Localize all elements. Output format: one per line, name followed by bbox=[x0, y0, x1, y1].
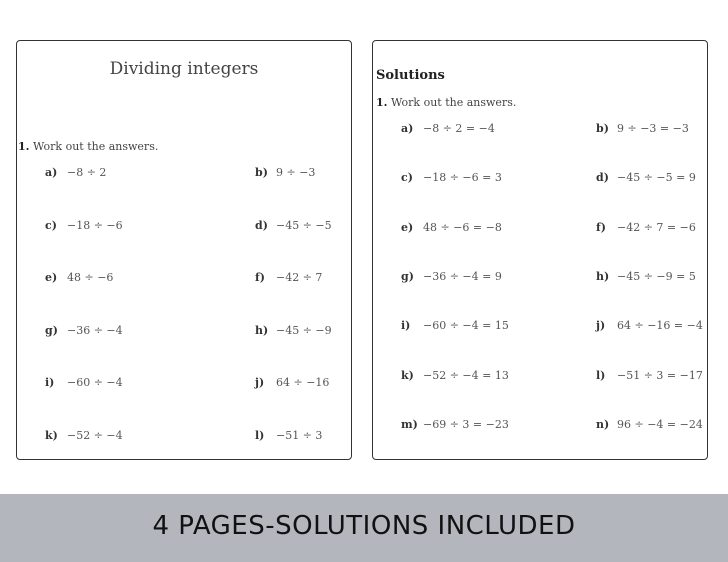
problem-expression: −52 ÷ −4 bbox=[67, 428, 123, 442]
problem-expression: 48 ÷ −6 bbox=[67, 271, 114, 284]
item-label: b) bbox=[255, 166, 268, 179]
item-label: i) bbox=[45, 376, 55, 389]
solution-expression: −45 ÷ −5 = 9 bbox=[617, 171, 696, 185]
problem-expression: −60 ÷ −4 bbox=[67, 376, 123, 389]
question-number: 1. bbox=[18, 140, 30, 153]
question-instruction bbox=[18, 141, 158, 152]
item-label: h) bbox=[596, 269, 610, 283]
problem-expression: −42 ÷ 7 bbox=[276, 271, 323, 284]
solution-expression: −45 ÷ −9 = 5 bbox=[617, 269, 696, 283]
banner-text: 4 PAGES-SOLUTIONS INCLUDED bbox=[152, 511, 576, 541]
item-label: c) bbox=[45, 218, 57, 232]
item-label: k) bbox=[401, 368, 414, 382]
item-label: e) bbox=[45, 271, 58, 284]
item-label: m) bbox=[401, 417, 418, 431]
item-label: f) bbox=[255, 271, 265, 284]
item-label: g) bbox=[401, 269, 414, 283]
solution-expression: −60 ÷ −4 = 15 bbox=[423, 319, 509, 333]
worksheet-page bbox=[16, 40, 352, 460]
item-label: k) bbox=[45, 428, 58, 442]
problem-expression: −51 ÷ 3 bbox=[276, 428, 323, 442]
item-label: j) bbox=[255, 376, 265, 389]
item-label: a) bbox=[401, 122, 414, 135]
solution-expression: −51 ÷ 3 = −17 bbox=[617, 368, 703, 382]
instruction-text: Work out the answers. bbox=[390, 96, 517, 109]
item-label: d) bbox=[596, 171, 609, 185]
solution-expression: 96 ÷ −4 = −24 bbox=[617, 417, 703, 431]
problem-expression: −8 ÷ 2 bbox=[67, 166, 107, 179]
item-label: j) bbox=[596, 319, 606, 333]
problem-expression: 64 ÷ −16 bbox=[276, 376, 330, 389]
problem-expression: −18 ÷ −6 bbox=[67, 218, 123, 232]
footer-banner bbox=[0, 494, 728, 562]
solution-expression: 64 ÷ −16 = −4 bbox=[617, 319, 703, 333]
solutions-title: Solutions bbox=[376, 68, 445, 83]
item-label: a) bbox=[45, 166, 58, 179]
item-label: b) bbox=[596, 122, 609, 135]
question-number: 1. bbox=[376, 96, 388, 109]
problem-expression: −45 ÷ −5 bbox=[276, 218, 332, 232]
problem-expression: 9 ÷ −3 bbox=[276, 166, 316, 179]
item-label: g) bbox=[45, 323, 58, 337]
solutions-page bbox=[372, 40, 708, 460]
problem-expression: −45 ÷ −9 bbox=[276, 323, 332, 337]
solution-expression: −52 ÷ −4 = 13 bbox=[423, 368, 509, 382]
question-instruction bbox=[376, 97, 516, 108]
item-label: f) bbox=[596, 220, 606, 234]
problem-expression: −36 ÷ −4 bbox=[67, 323, 123, 337]
solution-expression: −42 ÷ 7 = −6 bbox=[617, 220, 696, 234]
solution-expression: −69 ÷ 3 = −23 bbox=[423, 417, 509, 431]
solution-expression: −36 ÷ −4 = 9 bbox=[423, 269, 502, 283]
item-label: i) bbox=[401, 319, 411, 333]
instruction-text: Work out the answers. bbox=[32, 140, 159, 153]
item-label: l) bbox=[255, 428, 265, 442]
item-label: l) bbox=[596, 368, 606, 382]
solution-expression: 9 ÷ −3 = −3 bbox=[617, 122, 689, 135]
solution-expression: −18 ÷ −6 = 3 bbox=[423, 171, 502, 185]
item-label: n) bbox=[596, 417, 610, 431]
solution-expression: 48 ÷ −6 = −8 bbox=[423, 220, 502, 234]
item-label: e) bbox=[401, 220, 414, 234]
solution-expression: −8 ÷ 2 = −4 bbox=[423, 122, 495, 135]
item-label: c) bbox=[401, 171, 413, 185]
item-label: h) bbox=[255, 323, 269, 337]
worksheet-title: Dividing integers bbox=[109, 59, 259, 79]
item-label: d) bbox=[255, 218, 268, 232]
